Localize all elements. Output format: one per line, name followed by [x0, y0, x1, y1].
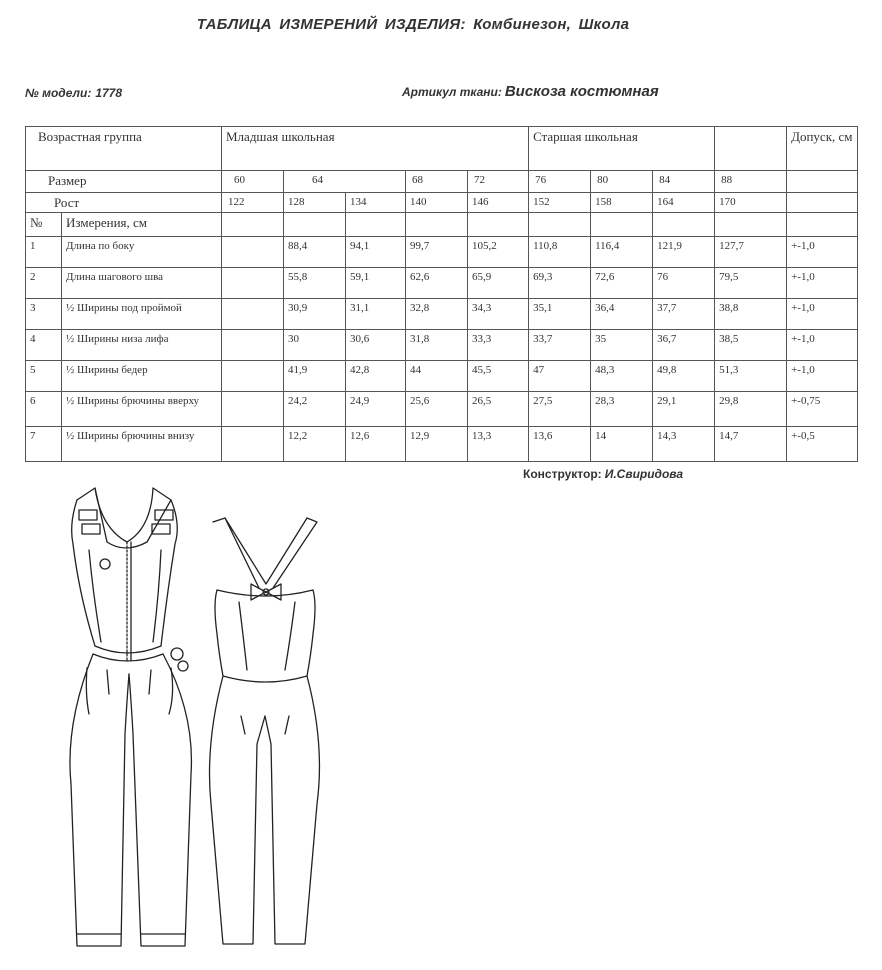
tolerance-value: +-1,0 [787, 237, 858, 268]
measurement-value: 76 [653, 268, 715, 299]
measurement-value: 38,5 [715, 330, 787, 361]
height-cell: 140 [406, 193, 468, 213]
tolerance-value: +-1,0 [787, 299, 858, 330]
measurement-value: 13,3 [468, 427, 529, 462]
measurement-value: 29,1 [653, 392, 715, 427]
row-number: 4 [26, 330, 62, 361]
measurement-value: 36,7 [653, 330, 715, 361]
measurement-value [222, 237, 284, 268]
model-number: 1778 [95, 86, 123, 100]
tolerance-value: +-1,0 [787, 361, 858, 392]
measurement-name: ½ Ширины брючины вверху [62, 392, 222, 427]
measurement-name: Длина по боку [62, 237, 222, 268]
measurement-value: 24,9 [346, 392, 406, 427]
measurement-name: Длина шагового шва [62, 268, 222, 299]
measurement-value: 65,9 [468, 268, 529, 299]
measurement-value: 69,3 [529, 268, 591, 299]
size-cell: 72 [468, 171, 529, 193]
measurement-value: 25,6 [406, 392, 468, 427]
fabric-value: Вискоза костюмная [504, 83, 659, 100]
measure-header: Измерения, см [62, 213, 222, 237]
size-cell: 80 [591, 171, 653, 193]
measurement-value: 31,1 [346, 299, 406, 330]
height-row [26, 193, 858, 213]
measurement-value: 116,4 [591, 237, 653, 268]
measurement-row [26, 268, 858, 299]
measurement-value: 12,2 [284, 427, 346, 462]
constructor-name: И.Свиридова [604, 467, 684, 481]
age-group-row [26, 127, 858, 171]
measurement-name: ½ Ширины брючины внизу [62, 427, 222, 462]
header-empty [346, 213, 406, 237]
measurement-row [26, 427, 858, 462]
measurement-value: 24,2 [284, 392, 346, 427]
header-empty [529, 213, 591, 237]
age-group-empty [715, 127, 787, 171]
header-empty [406, 213, 468, 237]
front-view [70, 488, 192, 946]
measurement-value: 31,8 [406, 330, 468, 361]
measurement-value: 32,8 [406, 299, 468, 330]
height-cell: 128 [284, 193, 346, 213]
measurements-table [25, 126, 858, 462]
back-view [210, 518, 320, 944]
height-cell: 146 [468, 193, 529, 213]
measurement-value: 110,8 [529, 237, 591, 268]
size-row [26, 171, 858, 193]
tolerance-value: +-1,0 [787, 268, 858, 299]
header-empty [591, 213, 653, 237]
age-group-label: Возрастная группа [26, 127, 222, 171]
tolerance-header: Допуск, см [787, 127, 858, 171]
page-title: ТАБЛИЦА ИЗМЕРЕНИЙ ИЗДЕЛИЯ: Комбинезон, Школа [196, 16, 630, 33]
measurement-value: 45,5 [468, 361, 529, 392]
header-empty [222, 213, 284, 237]
age-group-junior: Младшая школьная [222, 127, 529, 171]
measurement-value [222, 299, 284, 330]
measurement-value: 33,3 [468, 330, 529, 361]
measurement-name: ½ Ширины под проймой [62, 299, 222, 330]
measure-header-row [26, 213, 858, 237]
measurement-value: 29,8 [715, 392, 787, 427]
measurement-value: 14 [591, 427, 653, 462]
height-label: Рост [26, 193, 222, 213]
height-cell: 134 [346, 193, 406, 213]
measurement-value: 105,2 [468, 237, 529, 268]
tolerance-value: +-0,75 [787, 392, 858, 427]
tolerance-value: +-0,5 [787, 427, 858, 462]
row-number: 3 [26, 299, 62, 330]
measurement-value: 49,8 [653, 361, 715, 392]
row-number: 6 [26, 392, 62, 427]
height-cell: 122 [222, 193, 284, 213]
measurement-value: 127,7 [715, 237, 787, 268]
header-empty [787, 213, 858, 237]
measurement-value: 30,6 [346, 330, 406, 361]
measurement-value: 26,5 [468, 392, 529, 427]
height-cell: 164 [653, 193, 715, 213]
measurement-value [222, 268, 284, 299]
header-empty [653, 213, 715, 237]
size-cell: 84 [653, 171, 715, 193]
size-cell: 88 [715, 171, 787, 193]
measurement-value: 88,4 [284, 237, 346, 268]
height-cell: 152 [529, 193, 591, 213]
measurement-value: 72,6 [591, 268, 653, 299]
measurement-value [222, 361, 284, 392]
size-cell: 68 [406, 171, 468, 193]
measurement-row [26, 330, 858, 361]
measurement-value: 37,7 [653, 299, 715, 330]
header-empty [284, 213, 346, 237]
row-number: 7 [26, 427, 62, 462]
measurement-value: 121,9 [653, 237, 715, 268]
row-number: 1 [26, 237, 62, 268]
measurement-value: 27,5 [529, 392, 591, 427]
measurement-value: 36,4 [591, 299, 653, 330]
measurement-value: 41,9 [284, 361, 346, 392]
measurement-value: 48,3 [591, 361, 653, 392]
measurement-row [26, 237, 858, 268]
measurement-value: 94,1 [346, 237, 406, 268]
measurement-value: 38,8 [715, 299, 787, 330]
constructor-line [523, 467, 683, 481]
measurement-value: 59,1 [346, 268, 406, 299]
tolerance-value: +-1,0 [787, 330, 858, 361]
measurement-name: ½ Ширины бедер [62, 361, 222, 392]
measurement-value: 62,6 [406, 268, 468, 299]
row-number: 2 [26, 268, 62, 299]
size-label: Размер [26, 171, 222, 193]
measurement-value: 12,9 [406, 427, 468, 462]
measurement-value: 28,3 [591, 392, 653, 427]
measurement-row [26, 392, 858, 427]
height-cell: 170 [715, 193, 787, 213]
measurement-value [222, 427, 284, 462]
row-number: 5 [26, 361, 62, 392]
measurement-value: 13,6 [529, 427, 591, 462]
measurement-value: 51,3 [715, 361, 787, 392]
measurement-row [26, 361, 858, 392]
measurement-value: 99,7 [406, 237, 468, 268]
jumpsuit-technical-sketch [55, 484, 325, 960]
model-label: № модели: [25, 86, 92, 100]
size-cell: 76 [529, 171, 591, 193]
height-cell: 158 [591, 193, 653, 213]
header-empty [715, 213, 787, 237]
measurement-value: 30,9 [284, 299, 346, 330]
measurement-value: 79,5 [715, 268, 787, 299]
measurement-value: 35,1 [529, 299, 591, 330]
measurement-value: 14,7 [715, 427, 787, 462]
measurement-value: 12,6 [346, 427, 406, 462]
measurement-value: 34,3 [468, 299, 529, 330]
age-group-senior: Старшая школьная [529, 127, 715, 171]
measurement-value: 47 [529, 361, 591, 392]
measurement-value [222, 330, 284, 361]
measurement-value: 30 [284, 330, 346, 361]
size-cell: 60 [222, 171, 284, 193]
measurement-value [222, 392, 284, 427]
model-number-line [25, 86, 122, 100]
fabric-line [402, 83, 659, 101]
measurement-value: 55,8 [284, 268, 346, 299]
height-tol-empty [787, 193, 858, 213]
measurement-value: 14,3 [653, 427, 715, 462]
fabric-label: Артикул ткани: [402, 85, 502, 99]
measurement-value: 42,8 [346, 361, 406, 392]
measurement-value: 35 [591, 330, 653, 361]
header-empty [468, 213, 529, 237]
measurement-name: ½ Ширины низа лифа [62, 330, 222, 361]
measurement-value: 44 [406, 361, 468, 392]
measurement-row [26, 299, 858, 330]
size-tol-empty [787, 171, 858, 193]
constructor-label: Конструктор: [523, 467, 602, 481]
size-cell: 64 [284, 171, 406, 193]
num-header: № [26, 213, 62, 237]
measurement-value: 33,7 [529, 330, 591, 361]
